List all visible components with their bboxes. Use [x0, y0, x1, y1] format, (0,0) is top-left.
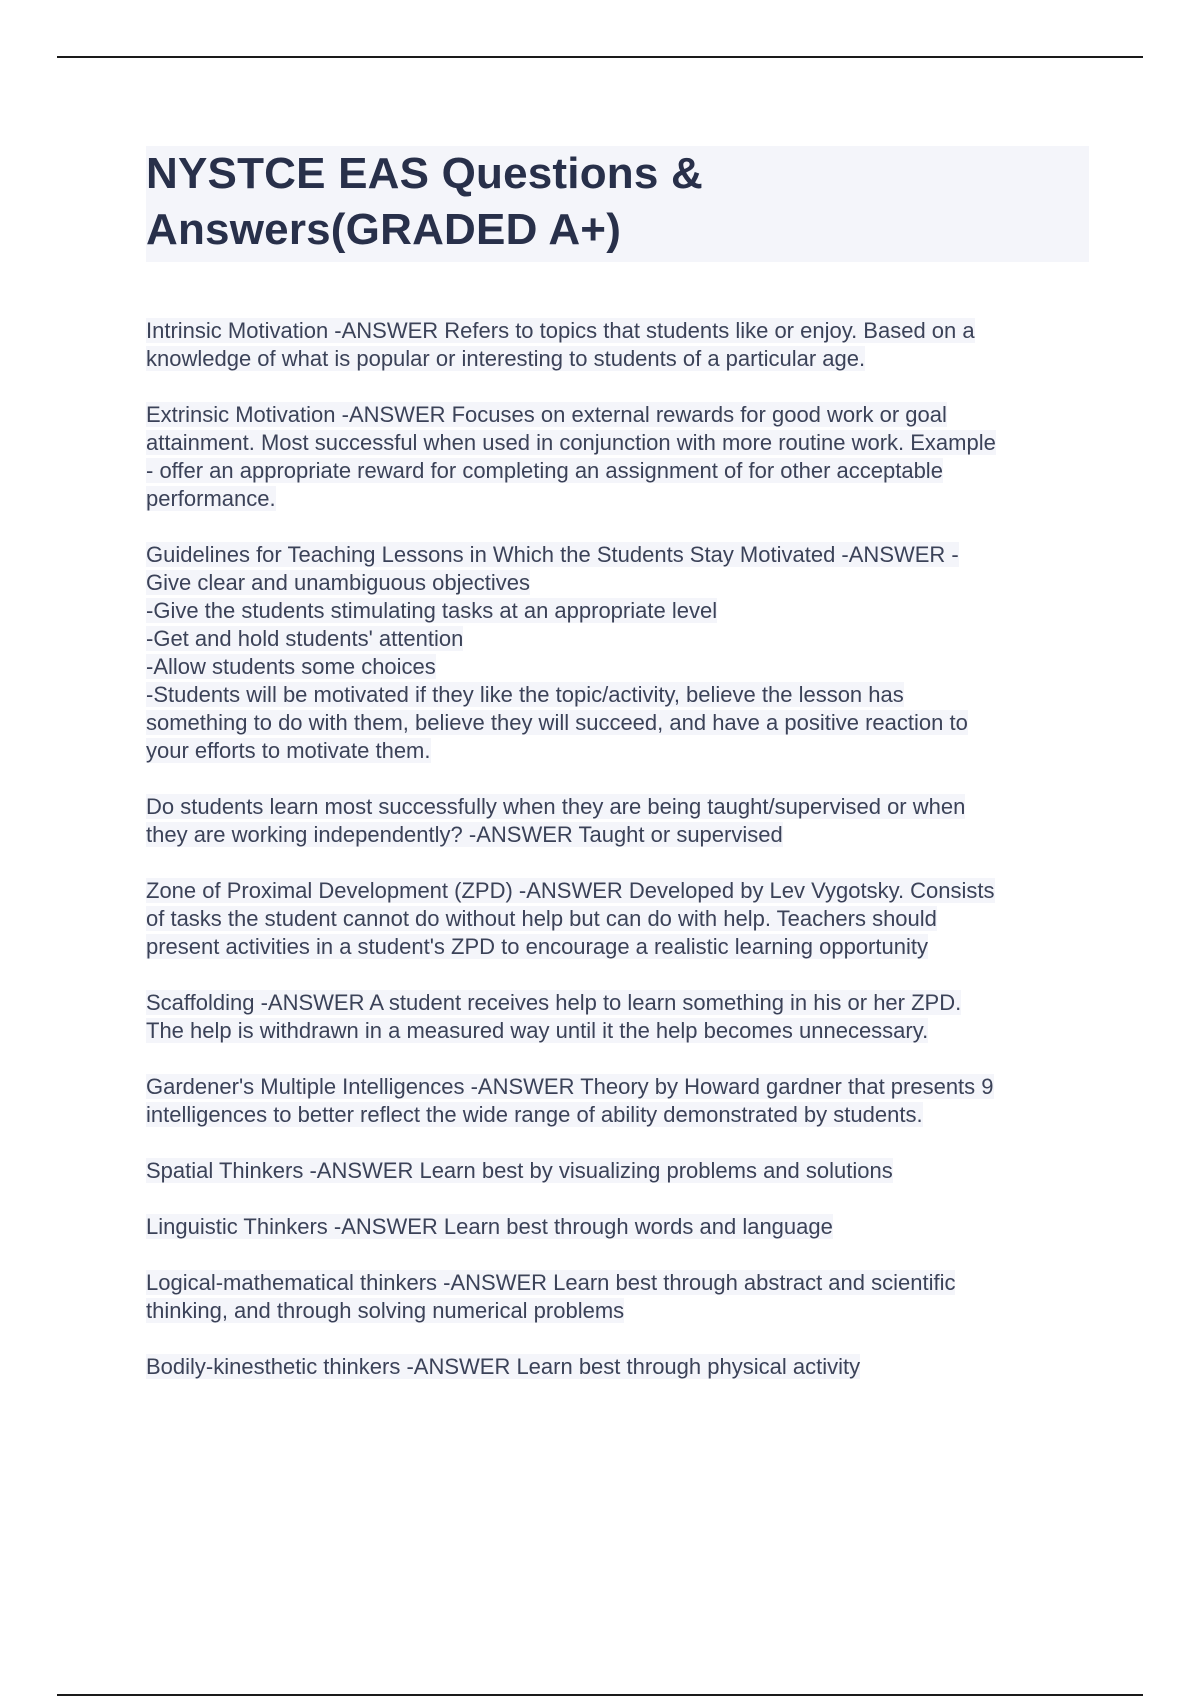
entry-line: Gardener's Multiple Intelligences -ANSWER Theory by Howard gardner that presents 9 — [146, 1074, 994, 1099]
entry-line: Spatial Thinkers -ANSWER Learn best by visualizing problems and solutions — [146, 1158, 893, 1183]
qa-entry — [146, 989, 1089, 1045]
document-body — [146, 146, 1089, 1409]
entry-line: of tasks the student cannot do without help but can do with help. Teachers should — [146, 906, 937, 931]
entry-line: something to do with them, believe they will succeed, and have a positive reaction to — [146, 710, 968, 735]
title-line: Answers(GRADED A+) — [146, 205, 622, 254]
entry-line: Linguistic Thinkers -ANSWER Learn best through words and language — [146, 1214, 833, 1239]
entry-line: intelligences to better reflect the wide range of ability demonstrated by students. — [146, 1102, 923, 1127]
page-title — [146, 146, 1089, 258]
qa-entries — [146, 317, 1089, 1381]
title-block — [146, 146, 1089, 262]
entry-line: -Students will be motivated if they like the topic/activity, believe the lesson has — [146, 682, 904, 707]
entry-line: The help is withdrawn in a measured way until it the help becomes unnecessary. — [146, 1018, 929, 1043]
qa-entry — [146, 541, 1089, 765]
entry-line: thinking, and through solving numerical problems — [146, 1298, 625, 1323]
qa-entry — [146, 401, 1089, 513]
entry-line: present activities in a student's ZPD to encourage a realistic learning opportunity — [146, 934, 928, 959]
entry-line: Give clear and unambiguous objectives — [146, 570, 531, 595]
title-line: NYSTCE EAS Questions & — [146, 149, 703, 198]
qa-entry — [146, 1157, 1089, 1185]
qa-entry — [146, 1353, 1089, 1381]
entry-line: knowledge of what is popular or interesting to students of a particular age. — [146, 346, 866, 371]
entry-line: attainment. Most successful when used in conjunction with more routine work. Example — [146, 430, 996, 455]
entry-line: your efforts to motivate them. — [146, 738, 431, 763]
entry-line: Scaffolding -ANSWER A student receives help to learn something in his or her ZPD. — [146, 990, 962, 1015]
entry-line: Bodily-kinesthetic thinkers -ANSWER Learn best through physical activity — [146, 1354, 861, 1379]
entry-line: Guidelines for Teaching Lessons in Which the Students Stay Motivated -ANSWER - — [146, 542, 959, 567]
qa-entry — [146, 1269, 1089, 1325]
entry-line: they are working independently? -ANSWER Taught or supervised — [146, 822, 783, 847]
bottom-divider — [57, 1694, 1143, 1696]
qa-entry — [146, 1073, 1089, 1129]
entry-line: Intrinsic Motivation -ANSWER Refers to topics that students like or enjoy. Based on a — [146, 318, 975, 343]
qa-entry — [146, 1213, 1089, 1241]
entry-line: -Give the students stimulating tasks at an appropriate level — [146, 598, 718, 623]
entry-line: - offer an appropriate reward for completing an assignment of for other acceptable — [146, 458, 943, 483]
entry-line: -Allow students some choices — [146, 654, 436, 679]
entry-line: Extrinsic Motivation -ANSWER Focuses on external rewards for good work or goal — [146, 402, 947, 427]
entry-line: -Get and hold students' attention — [146, 626, 464, 651]
entry-line: performance. — [146, 486, 276, 511]
top-divider — [57, 56, 1143, 58]
entry-line: Do students learn most successfully when they are being taught/supervised or when — [146, 794, 966, 819]
qa-entry — [146, 317, 1089, 373]
qa-entry — [146, 877, 1089, 961]
entry-line: Logical-mathematical thinkers -ANSWER Learn best through abstract and scientific — [146, 1270, 956, 1295]
entry-line: Zone of Proximal Development (ZPD) -ANSWER Developed by Lev Vygotsky. Consists — [146, 878, 995, 903]
qa-entry — [146, 793, 1089, 849]
